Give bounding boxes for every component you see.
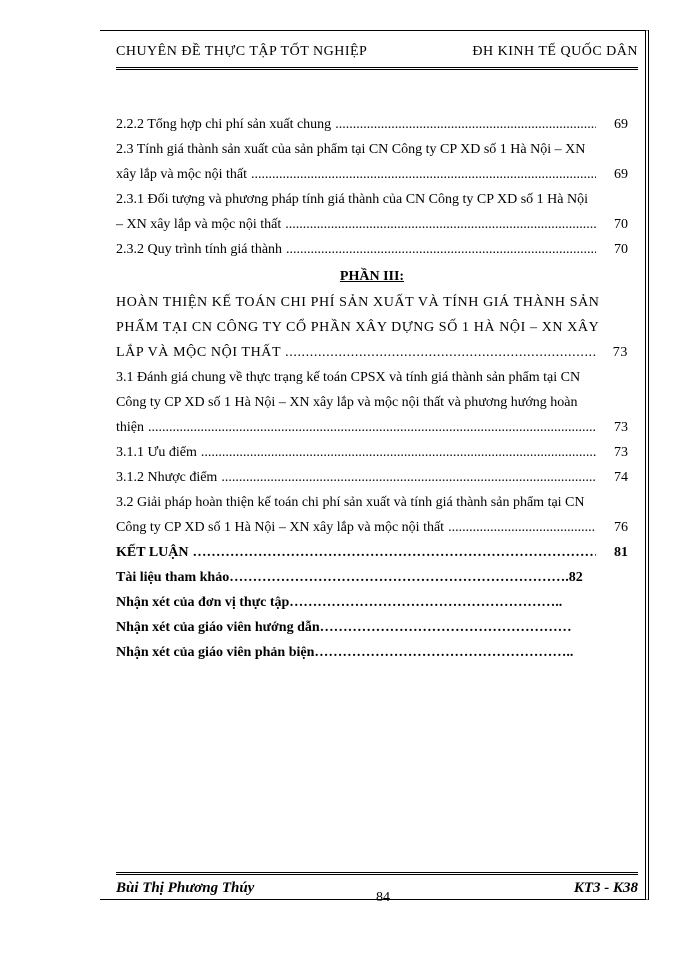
footer-class-code: KT3 - K38 [573,880,638,896]
toc-page-number: 69 [614,117,628,132]
toc-entry-3-1: 3.1 Đánh giá chung về thực trạng kế toán CPSX và tính giá thành sản phẩm tại CN Công ty CP XD số 1 Hà Nội – XN xây lắp và mộc nội thất và phương hướng hoàn thiện ..... 73 [116,365,628,440]
toc-entry-conclusion: KẾT LUẬN ………………………………………………………………………………………………………………… 81 [116,540,628,565]
toc-entry-part-3: HOÀN THIỆN KẾ TOÁN CHI PHÍ SẢN XUẤT VÀ TÍNH GIÁ THÀNH SẢN PHẨM TẠI CN CÔNG TY CỔ PHẦN XÂY DỰNG SỐ 1 HÀ NỘI – XN XÂY LẮP VÀ MỘC NỘI THẤT ..... 73 [116,290,628,365]
toc-page-number: 74 [614,470,628,485]
header-right-title: ĐH KINH TẾ QUỐC DÂN [472,44,638,59]
page-header [116,44,638,64]
toc-page-number: 73 [614,445,628,460]
toc-entry-2-3-2: 2.3.2 Quy trình tính giá thành ..... 70 [116,237,628,262]
toc-entry-2-3-1: 2.3.1 Đối tượng và phương pháp tính giá thành của CN Công ty CP XD số 1 Hà Nội – XN xây lắp và mộc nội thất ..... 70 [116,187,628,237]
toc-entry-supervisor-review: Nhận xét của giáo viên hướng dẫn……………………………………………… [116,620,572,635]
footer-author: Bùi Thị Phương Thúy [116,880,255,896]
toc-page-number: 73 [614,420,628,435]
part-three-heading: PHẦN III: [339,269,405,284]
toc-page-number: 69 [614,167,628,182]
toc-entry-3-1-1: 3.1.1 Ưu điểm ..... 73 [116,440,628,465]
toc-page-number: 70 [614,242,628,257]
toc-entry-3-1-2: 3.1.2 Nhược điểm ..... 74 [116,465,628,490]
toc-entry-references: Tài liệu tham khảo……………………………………………………………….82 [116,570,583,585]
toc-entry-internship-review: Nhận xét của đơn vị thực tập………………………………………………….. [116,595,563,610]
header-rule [116,67,638,70]
toc-page-number: 73 [612,345,628,360]
table-of-contents [116,112,628,665]
toc-entry-examiner-review: Nhận xét của giáo viên phản biện……………………………………………….. [116,645,574,660]
toc-entry-3-2: 3.2 Giải pháp hoàn thiện kế toán chi phí sản xuất và tính giá thành sản phẩm tại CN Công ty CP XD số 1 Hà Nội – XN xây lắp và mộc nội thất ..... 76 [116,490,628,540]
toc-page-number: 81 [614,545,628,560]
toc-page-number: 76 [614,520,628,535]
toc-page-number: 70 [614,217,628,232]
page-number: 84 [376,890,390,905]
header-left-title: CHUYÊN ĐỀ THỰC TẬP TỐT NGHIỆP [116,44,368,59]
toc-entry-2-2-2: 2.2.2 Tổng hợp chi phí sản xuất chung ..... 69 [116,112,628,137]
toc-entry-2-3: 2.3 Tính giá thành sản xuất của sản phẩm tại CN Công ty CP XD số 1 Hà Nội – XN xây lắp và mộc nội thất ..... 69 [116,137,628,187]
footer-rule [116,872,638,875]
